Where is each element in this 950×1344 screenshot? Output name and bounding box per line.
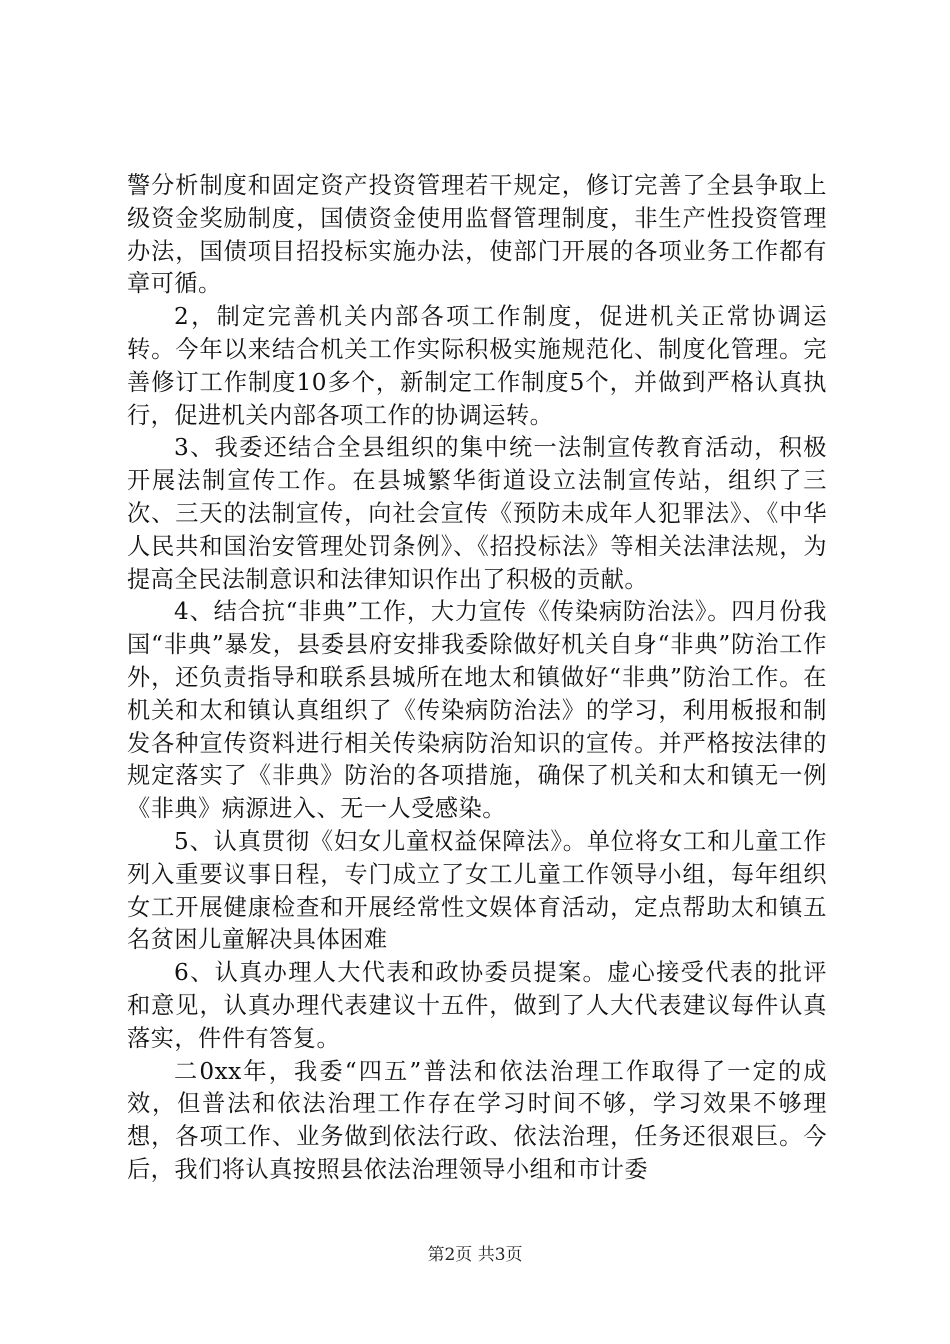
paragraph-item-4: 4、结合抗“非典”工作，大力宣传《传染病防治法》。四月份我国“非典”暴发，县委县府安排我委除做好机关自身“非典”防治工作外，还负责指导和联系县城所在地太和镇做好“非典”防治工作。在机关和太和镇认真组织了《传染病防治法》的学习，利用板报和制发各种宣传资料进行相关传染病防治知识的宣传。并严格按法律的规定落实了《非典》防治的各项措施，确保了机关和太和镇无一例《非典》病源进入、无一人受感染。: [127, 598, 827, 823]
paragraph-continued: 警分析制度和固定资产投资管理若干规定，修订完善了全县争取上级资金奖励制度，国债资金使用监督管理制度，非生产性投资管理办法，国债项目招投标实施办法，使部门开展的各项业务工作都有章可循。: [127, 172, 827, 298]
paragraph-summary: 二0xx年，我委“四五”普法和依法治理工作取得了一定的成效，但普法和依法治理工作存在学习时间不够，学习效果不够理想，各项工作、业务做到依法行政、依法治理，任务还很艰巨。今后，我们将认真按照县依法治理领导小组和市计委: [127, 1057, 827, 1183]
paragraph-item-5: 5、认真贯彻《妇女儿童权益保障法》。单位将女工和儿童工作列入重要议事日程，专门成立了女工儿童工作领导小组，每年组织女工开展健康检查和开展经常性文娱体育活动，定点帮助太和镇五名贫困儿童解决具体困难: [127, 827, 827, 954]
document-body: [127, 170, 827, 1187]
paragraph-item-3: 3、我委还结合全县组织的集中统一法制宣传教育活动，积极开展法制宣传工作。在县城繁华街道设立法制宣传站，组织了三次、三天的法制宣传，向社会宣传《预防未成年人犯罪法》、《中华人民共和国治安管理处罚条例》、《招投标法》等相关法津法规，为提高全民法制意识和法律知识作出了积极的贡献。: [127, 434, 827, 593]
paragraph-item-2: 2，制定完善机关内部各项工作制度，促进机关正常协调运转。今年以来结合机关工作实际积极实施规范化、制度化管理。完善修订工作制度10多个，新制定工作制度5个，并做到严格认真执行，促进机关内部各项工作的协调运转。: [127, 303, 827, 429]
paragraph-item-6: 6、认真办理人大代表和政协委员提案。虚心接受代表的批评和意见，认真办理代表建议十五件，做到了人大代表建议每件认真落实，件件有答复。: [127, 959, 827, 1052]
page-number-footer: 第2页 共3页: [427, 1245, 523, 1265]
